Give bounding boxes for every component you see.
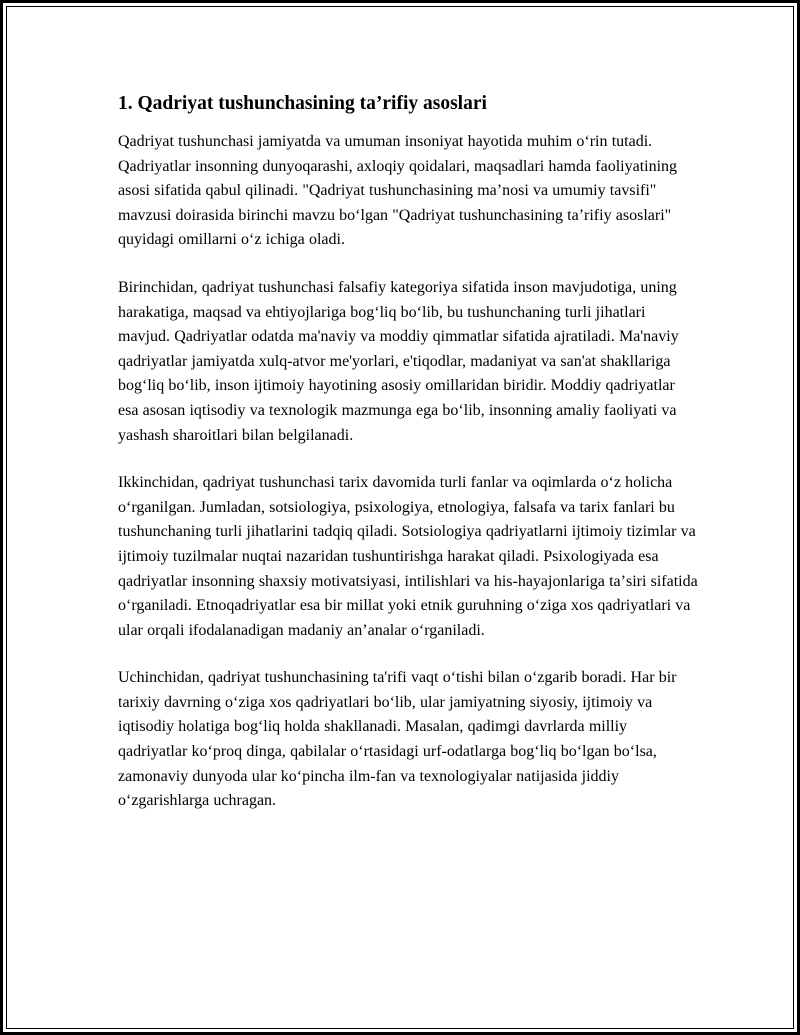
document-body (118, 90, 698, 837)
page-title: 1. Qadriyat tushunchasining ta’rifiy asoslari (118, 93, 487, 114)
paragraph-1: Qadriyat tushunchasi jamiyatda va umuman insoniyat hayotida muhim oʻrin tutadi. Qadriyatlar insonning dunyoqarashi, axloqiy qoidalari, maqsadlari hamda faoliyatining asosi sifatida qabul qilinadi. "Qadriyat tushunchasining maʼnosi va umumiy tavsifi" mavzusi doirasida birinchi mavzu boʻlgan "Qadriyat tushunchasining taʼrifiy asoslari" quyidagi omillarni oʻz ichiga oladi. (118, 133, 678, 249)
paragraph-3: Ikkinchidan, qadriyat tushunchasi tarix davomida turli fanlar va oqimlarda oʻz holicha oʻrganilgan. Jumladan, sotsiologiya, psixologiya, etnologiya, falsafa va tarix fanlari bu tushunchaning turli jihatlarini tadqiq qiladi. Sotsiologiya qadriyatlarni ijtimoiy tizimlar va ijtimoiy tuzilmalar nuqtai nazaridan tushuntirishga harakat qiladi. Psixologiyada esa qadriyatlar insonning shaxsiy motivatsiyasi, intilishlari va his-hayajonlariga taʼsiri sifatida oʻrganiladi. Etnoqadriyatlar esa bir millat yoki etnik guruhning oʻziga xos qadriyatlari va ular orqali ifodalanadigan madaniy anʼanalar oʻrganiladi. (118, 474, 698, 639)
paragraph-2: Birinchidan, qadriyat tushunchasi falsafiy kategoriya sifatida inson mavjudotiga, uning harakatiga, maqsad va ehtiyojlariga bogʻliq boʻlib, bu tushunchaning turli jihatlari mavjud. Qadriyatlar odatda ma'naviy va moddiy qimmatlar sifatida ajratiladi. Ma'naviy qadriyatlar jamiyatda xulq-atvor me'yorlari, e'tiqodlar, madaniyat va san'at shakllariga bogʻliq boʻlib, inson ijtimoiy hayotining asosiy omillaridan biridir. Moddiy qadriyatlar esa asosan iqtisodiy va texnologik mazmunga ega boʻlib, insonning amaliy faoliyati va yashash sharoitlari bilan belgilanadi. (118, 278, 679, 444)
paragraph-4: Uchinchidan, qadriyat tushunchasining ta'rifi vaqt oʻtishi bilan oʻzgarib boradi. Har bir tarixiy davrning oʻziga xos qadriyatlari boʻlib, ular jamiyatning siyosiy, ijtimoiy va iqtisodiy holatiga bogʻliq holda shakllanadi. Masalan, qadimgi davrlarda milliy qadriyatlar koʻproq dinga, qabilalar oʻrtasidagi urf-odatlarga bogʻliq boʻlgan boʻlsa, zamonaviy dunyoda ular koʻpincha ilm-fan va texnologiyalar natijasida jiddiy oʻzgarishlarga uchragan. (118, 669, 677, 810)
